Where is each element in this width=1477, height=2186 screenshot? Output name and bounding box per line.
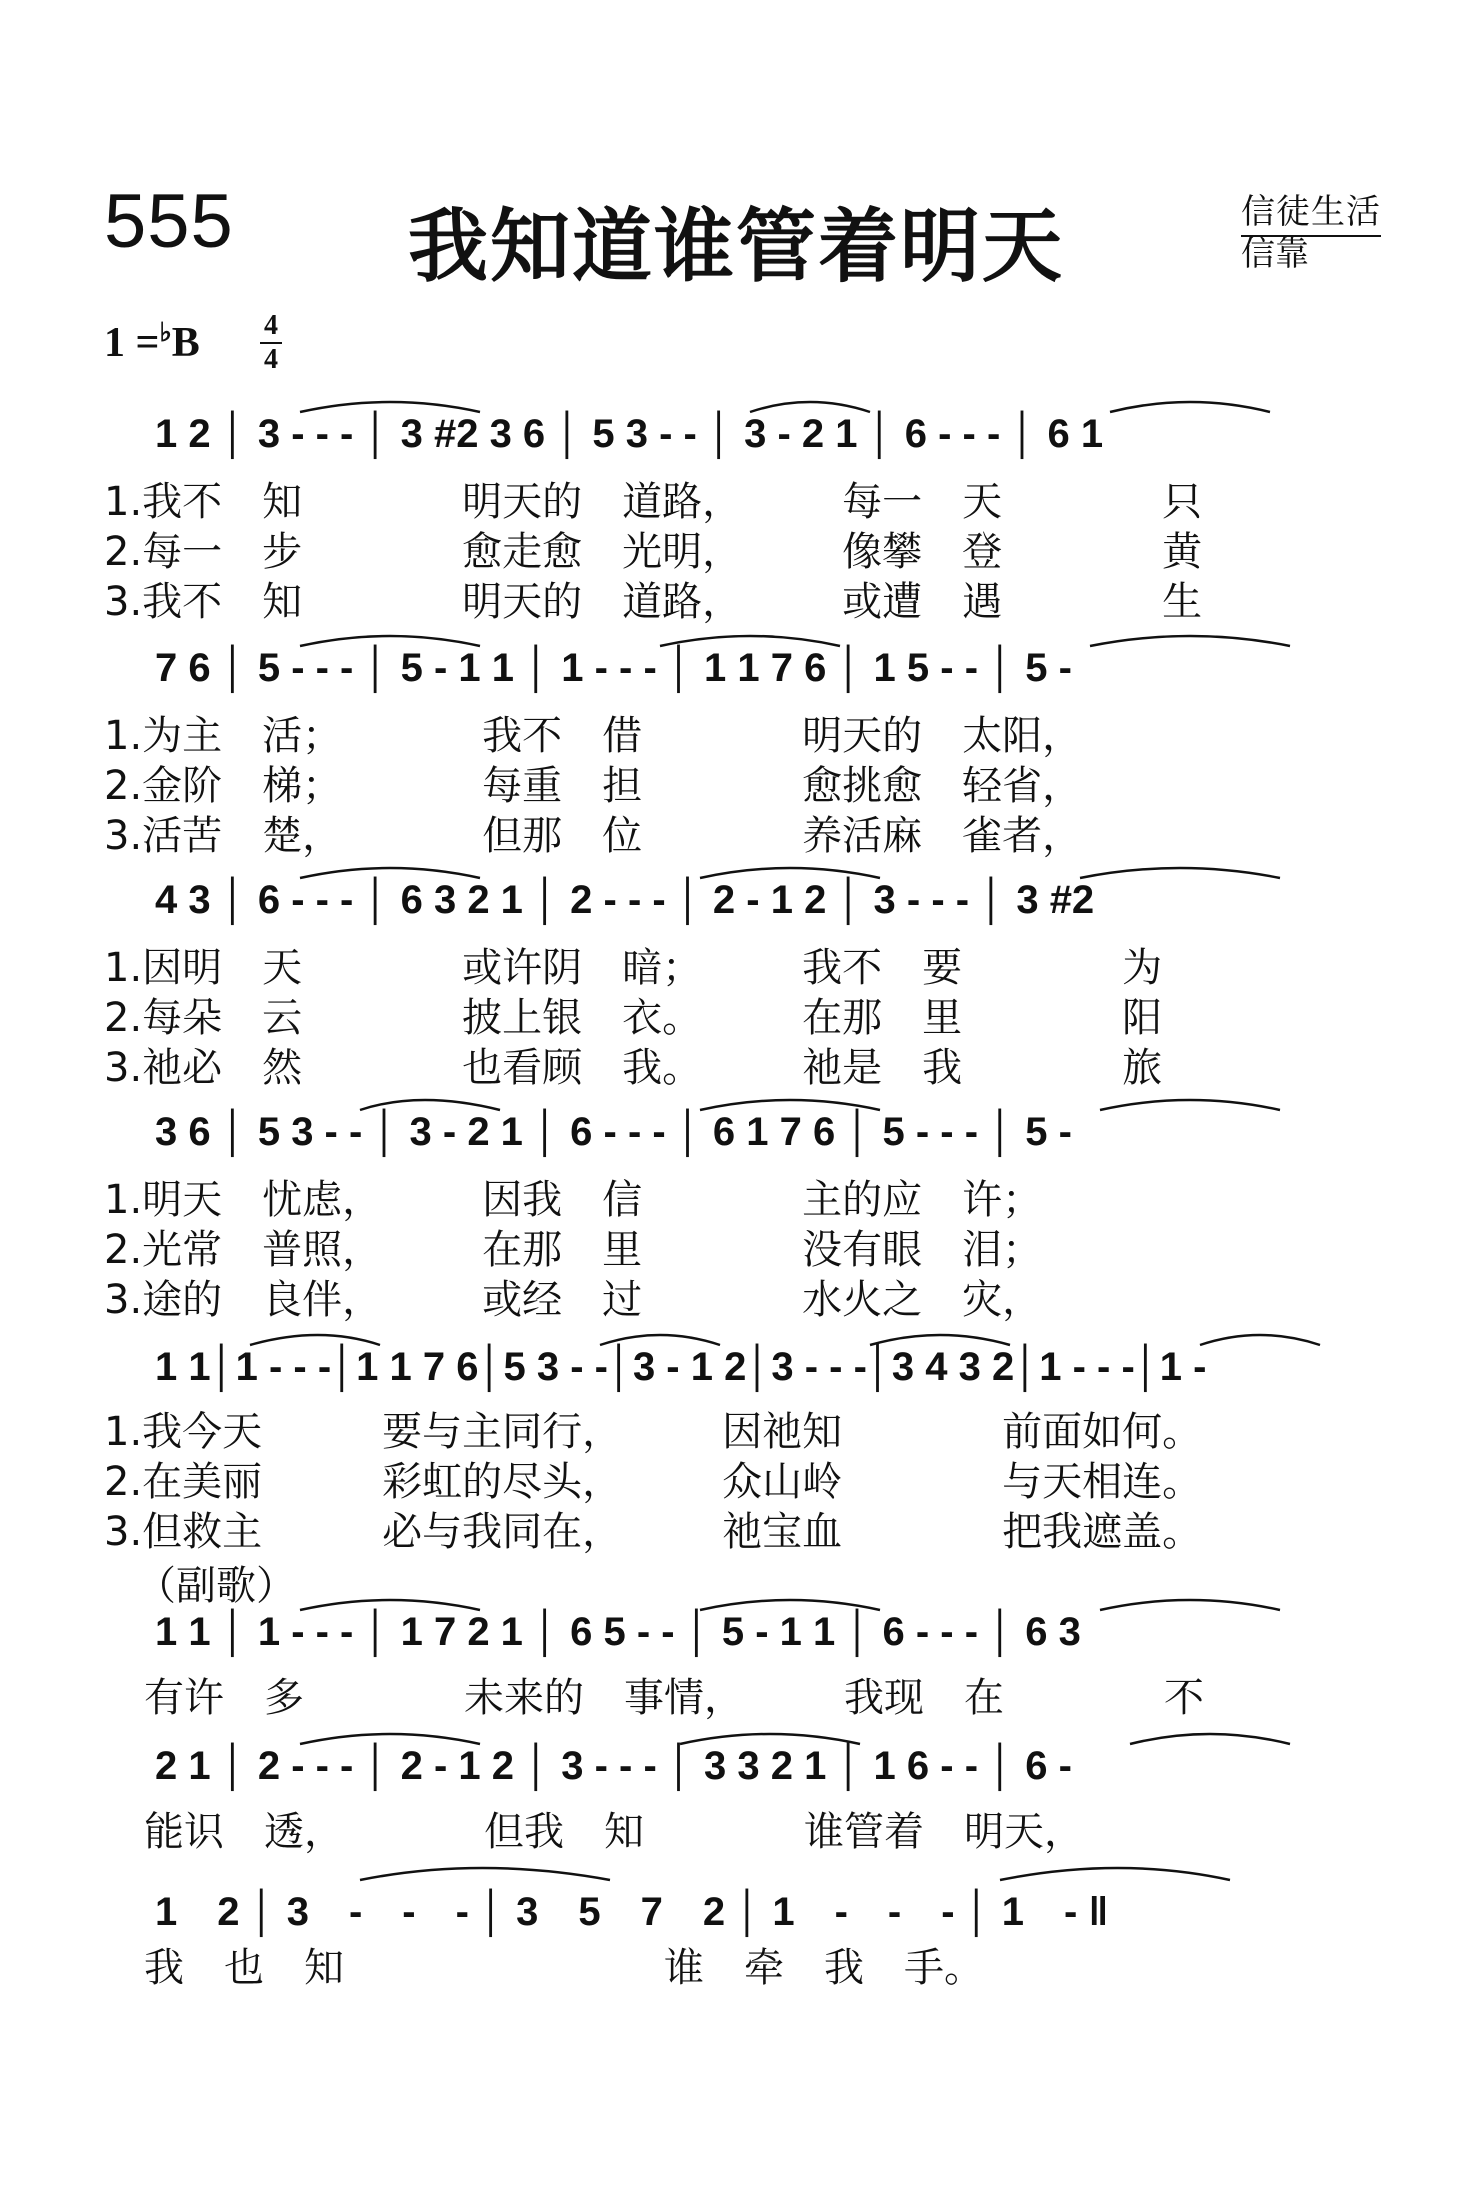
lyric-line-1-verse-3: 3.我不 知 明天的 道路， 或遭 遇 生 (104, 579, 1203, 625)
tie-arc (750, 402, 870, 412)
time-bottom: 4 (264, 344, 278, 375)
lyric-line-1-verse-2: 2.每一 步 愈走愈 光明， 像攀 登 黄 (104, 529, 1203, 575)
tie-arc (870, 1335, 1010, 1345)
notation-line-8: 1 2 │ 3 - - - │ 3 5 7 2 │ 1 - - - │ 1 - ‖ (155, 1890, 1109, 1934)
tie-arc (300, 1734, 480, 1744)
category-label: 信徒生活 (1241, 184, 1381, 237)
lyric-line-3-verse-3: 3.祂必 然 也看顾 我。 祂是 我 旅 (104, 1045, 1163, 1091)
tie-arc (300, 402, 480, 412)
lyric-line-5-verse-3: 3.但救主 必与我同在， 祂宝血 把我遮盖。 (104, 1509, 1203, 1555)
lyric-line-4-verse-1: 1.明天 忧虑， 因我 信 主的应 许； (104, 1177, 1043, 1223)
tie-arc (680, 1734, 860, 1744)
lyric-line-7: 能识 透， 但我 知 谁管着 明天， (144, 1809, 1084, 1855)
tie-arc (1080, 868, 1280, 878)
lyric-line-4-verse-2: 2.光常 普照， 在那 里 没有眼 泪； (104, 1227, 1043, 1273)
tie-arc (700, 868, 880, 878)
notation-line-7: 2 1 │ 2 - - - │ 2 - 1 2 │ 3 - - - │ 3 3 2 1 │ 1 6 - - │ 6 - (155, 1744, 1072, 1788)
song-title: 我知道谁管着明天 (408, 200, 1064, 293)
tie-arc (1100, 1600, 1280, 1610)
tie-arc (1090, 636, 1290, 646)
tie-arc (360, 1100, 500, 1110)
tie-arc (300, 868, 480, 878)
lyric-line-1-verse-1: 1.我不 知 明天的 道路， 每一 天 只 (104, 479, 1203, 525)
subcategory-label: 信靠 (1241, 234, 1309, 274)
lyric-line-4-verse-3: 3.途的 良伴， 或经 过 水火之 灾， (104, 1277, 1043, 1323)
tie-arc (660, 636, 840, 646)
key-prefix: 1 = (104, 320, 160, 366)
tie-arc (250, 1335, 380, 1345)
tie-arc (700, 1100, 880, 1110)
tie-arc (600, 1335, 720, 1345)
hymn-number: 555 (104, 179, 234, 264)
lyric-line-2-verse-3: 3.活苦 楚， 但那 位 养活麻 雀者， (104, 813, 1083, 859)
tie-arc (1130, 1734, 1290, 1744)
lyric-line-8: 我 也 知 谁 牵 我 手。 (144, 1945, 984, 1991)
lyric-line-5-verse-1: 1.我今天 要与主同行， 因祂知 前面如何。 (104, 1409, 1203, 1455)
notation-line-4: 3 6 │ 5 3 - - │ 3 - 2 1 │ 6 - - - │ 6 1 7 6 │ 5 - - - │ 5 - (155, 1110, 1072, 1154)
tie-arc (300, 1600, 480, 1610)
flat-sign: ♭ (159, 318, 172, 347)
notation-line-6: 1 1 │ 1 - - - │ 1 7 2 1 │ 6 5 - - │ 5 - 1 1 │ 6 - - - │ 6 3 (155, 1610, 1081, 1654)
chorus-label: （副歌） (136, 1563, 296, 1609)
time-top: 4 (264, 310, 278, 341)
lyric-line-2-verse-1: 1.为主 活； 我不 借 明天的 太阳， (104, 713, 1083, 759)
tie-arc (1100, 1100, 1280, 1110)
lyric-line-3-verse-1: 1.因明 天 或许阴 暗； 我不 要 为 (104, 945, 1163, 991)
tie-arc (1110, 402, 1270, 412)
notation-line-3: 4 3 │ 6 - - - │ 6 3 2 1 │ 2 - - - │ 2 - 1 2 │ 3 - - - │ 3 #2 (155, 878, 1095, 922)
tie-arc (300, 636, 480, 646)
tie-arc (700, 1600, 880, 1610)
tie-arc (1000, 1868, 1230, 1880)
lyric-line-6: 有许 多 未来的 事情， 我现 在 不 (144, 1675, 1204, 1721)
tie-arc (360, 1868, 610, 1880)
key-name: B (171, 320, 200, 366)
lyric-line-3-verse-2: 2.每朵 云 披上银 衣。 在那 里 阳 (104, 995, 1163, 1041)
lyric-line-2-verse-2: 2.金阶 梯； 每重 担 愈挑愈 轻省， (104, 763, 1083, 809)
notation-line-5: 1 1│1 - - -│1 1 7 6│5 3 - -│3 - 1 2│3 - - -│3 4 3 2│1 - - -│1 - (155, 1345, 1207, 1389)
lyric-line-5-verse-2: 2.在美丽 彩虹的尽头， 众山岭 与天相连。 (104, 1459, 1203, 1505)
tie-arc (1200, 1335, 1320, 1345)
notation-line-2: 7 6 │ 5 - - - │ 5 - 1 1 │ 1 - - - │ 1 1 7 6 │ 1 5 - - │ 5 - (155, 646, 1072, 690)
notation-line-1: 1 2 │ 3 - - - │ 3 #2 3 6 │ 5 3 - - │ 3 - 2 1 │ 6 - - - │ 6 1 (155, 412, 1104, 456)
